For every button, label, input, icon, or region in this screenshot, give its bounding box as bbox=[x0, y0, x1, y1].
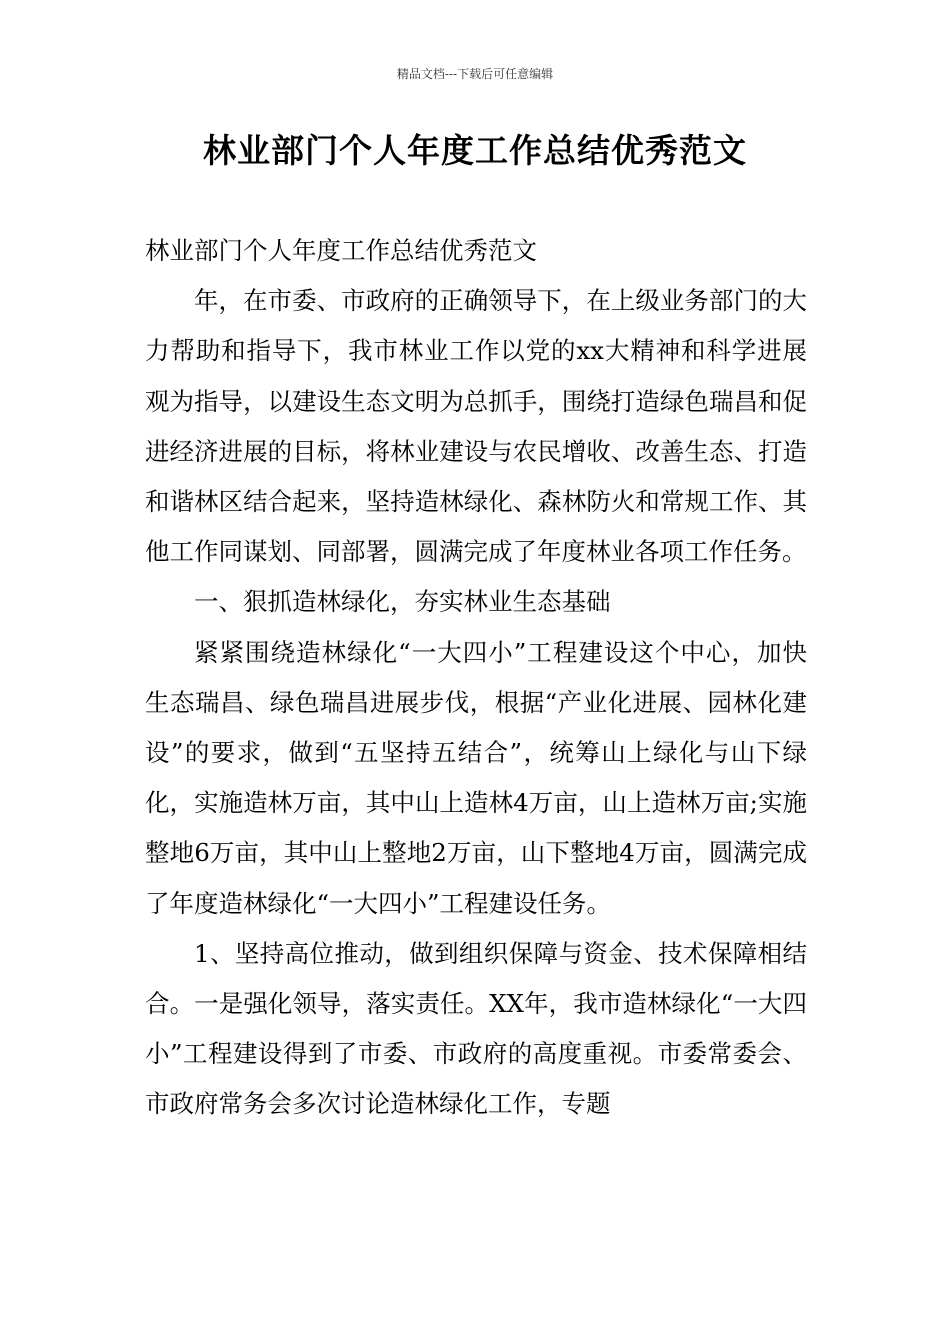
header-note: 精品文档---下载后可任意编辑 bbox=[396, 67, 554, 81]
document-title: 林业部门个人年度工作总结优秀范文 bbox=[203, 131, 747, 170]
section-paragraph: 紧紧围绕造林绿化“一大四小”工程建设这个中心，加快生态瑞昌、绿色瑞昌进展步伐，根据“产业化进展、园林化建设”的要求，做到“五坚持五结合”，统筹山上绿化与山下绿化，实施造林万亩，其中山上造林4万亩，山上造林万亩;实施整地6万亩，其中山上整地2万亩，山下整地4万亩，圆满完成了年度造林绿化“一大四小”工程建设任务。 bbox=[145, 637, 807, 918]
subsection-paragraph: 1、坚持高位推动，做到组织保障与资金、技术保障相结合。一是强化领导，落实责任。XX年，我市造林绿化“一大四小”工程建设得到了市委、市政府的高度重视。市委常委会、市政府常务会多次讨论造林绿化工作，专题 bbox=[145, 938, 807, 1119]
document-body bbox=[145, 226, 807, 1130]
intro-paragraph: 年，在市委、市政府的正确领导下，在上级业务部门的大力帮助和指导下，我市林业工作以党的xx大精神和科学进展观为指导，以建设生态文明为总抓手，围绕打造绿色瑞昌和促进经济进展的目标，将林业建设与农民增收、改善生态、打造和谐林区结合起来，坚持造林绿化、森林防火和常规工作、其他工作同谋划、同部署，圆满完成了年度林业各项工作任务。 bbox=[145, 286, 807, 567]
section-heading: 一、狠抓造林绿化，夯实林业生态基础 bbox=[194, 587, 611, 617]
subtitle-paragraph: 林业部门个人年度工作总结优秀范文 bbox=[145, 236, 537, 265]
